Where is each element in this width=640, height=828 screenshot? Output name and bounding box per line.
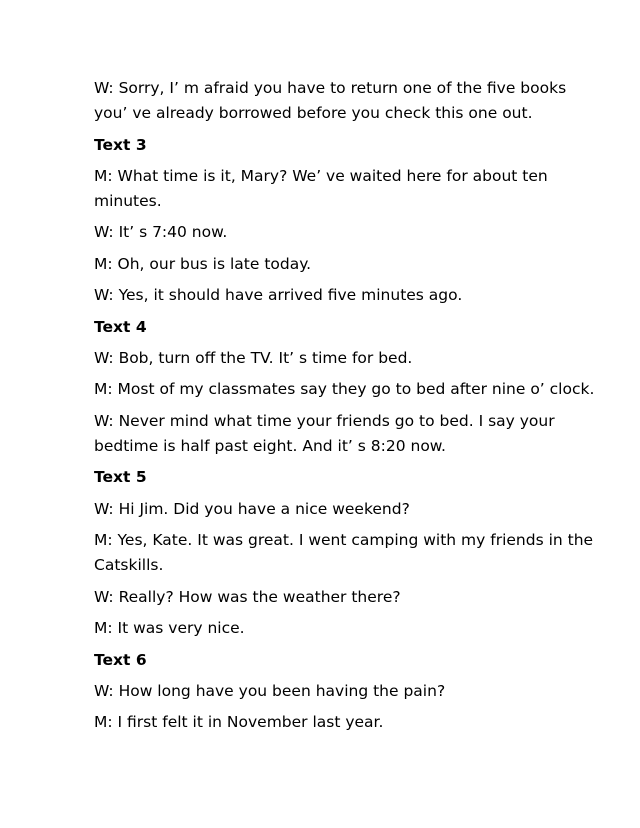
- dialogue-line: W: Bob, turn off the TV. It’ s time for bed.: [94, 349, 413, 367]
- dialogue-line: W: Sorry, I’ m afraid you have to return one of the five books: [94, 79, 567, 97]
- dialogue-line: W: Never mind what time your friends go to bed. I say your: [94, 412, 555, 430]
- dialogue-line: W: Really? How was the weather there?: [94, 588, 401, 606]
- dialogue-line: W: Hi Jim. Did you have a nice weekend?: [94, 500, 410, 518]
- dialogue-line: M: I first felt it in November last year.: [94, 713, 384, 731]
- section-heading: Text 3: [94, 136, 147, 154]
- dialogue-line: you’ ve already borrowed before you check this one out.: [94, 104, 533, 122]
- section-heading: Text 5: [94, 468, 147, 486]
- dialogue-line: M: Most of my classmates say they go to bed after nine o’ clock.: [94, 380, 595, 398]
- dialogue-line: W: It’ s 7:40 now.: [94, 223, 228, 241]
- section-heading: Text 6: [94, 651, 147, 669]
- dialogue-line: Catskills.: [94, 556, 164, 574]
- dialogue-line: W: Yes, it should have arrived five minutes ago.: [94, 286, 463, 304]
- dialogue-line: minutes.: [94, 192, 162, 210]
- section-heading: Text 4: [94, 318, 147, 336]
- dialogue-line: M: Oh, our bus is late today.: [94, 255, 312, 273]
- dialogue-line: bedtime is half past eight. And it’ s 8:20 now.: [94, 437, 446, 455]
- dialogue-line: M: It was very nice.: [94, 619, 245, 637]
- dialogue-line: M: What time is it, Mary? We’ ve waited here for about ten: [94, 167, 548, 185]
- dialogue-line: M: Yes, Kate. It was great. I went camping with my friends in the: [94, 531, 594, 549]
- dialogue-line: W: How long have you been having the pain?: [94, 682, 446, 700]
